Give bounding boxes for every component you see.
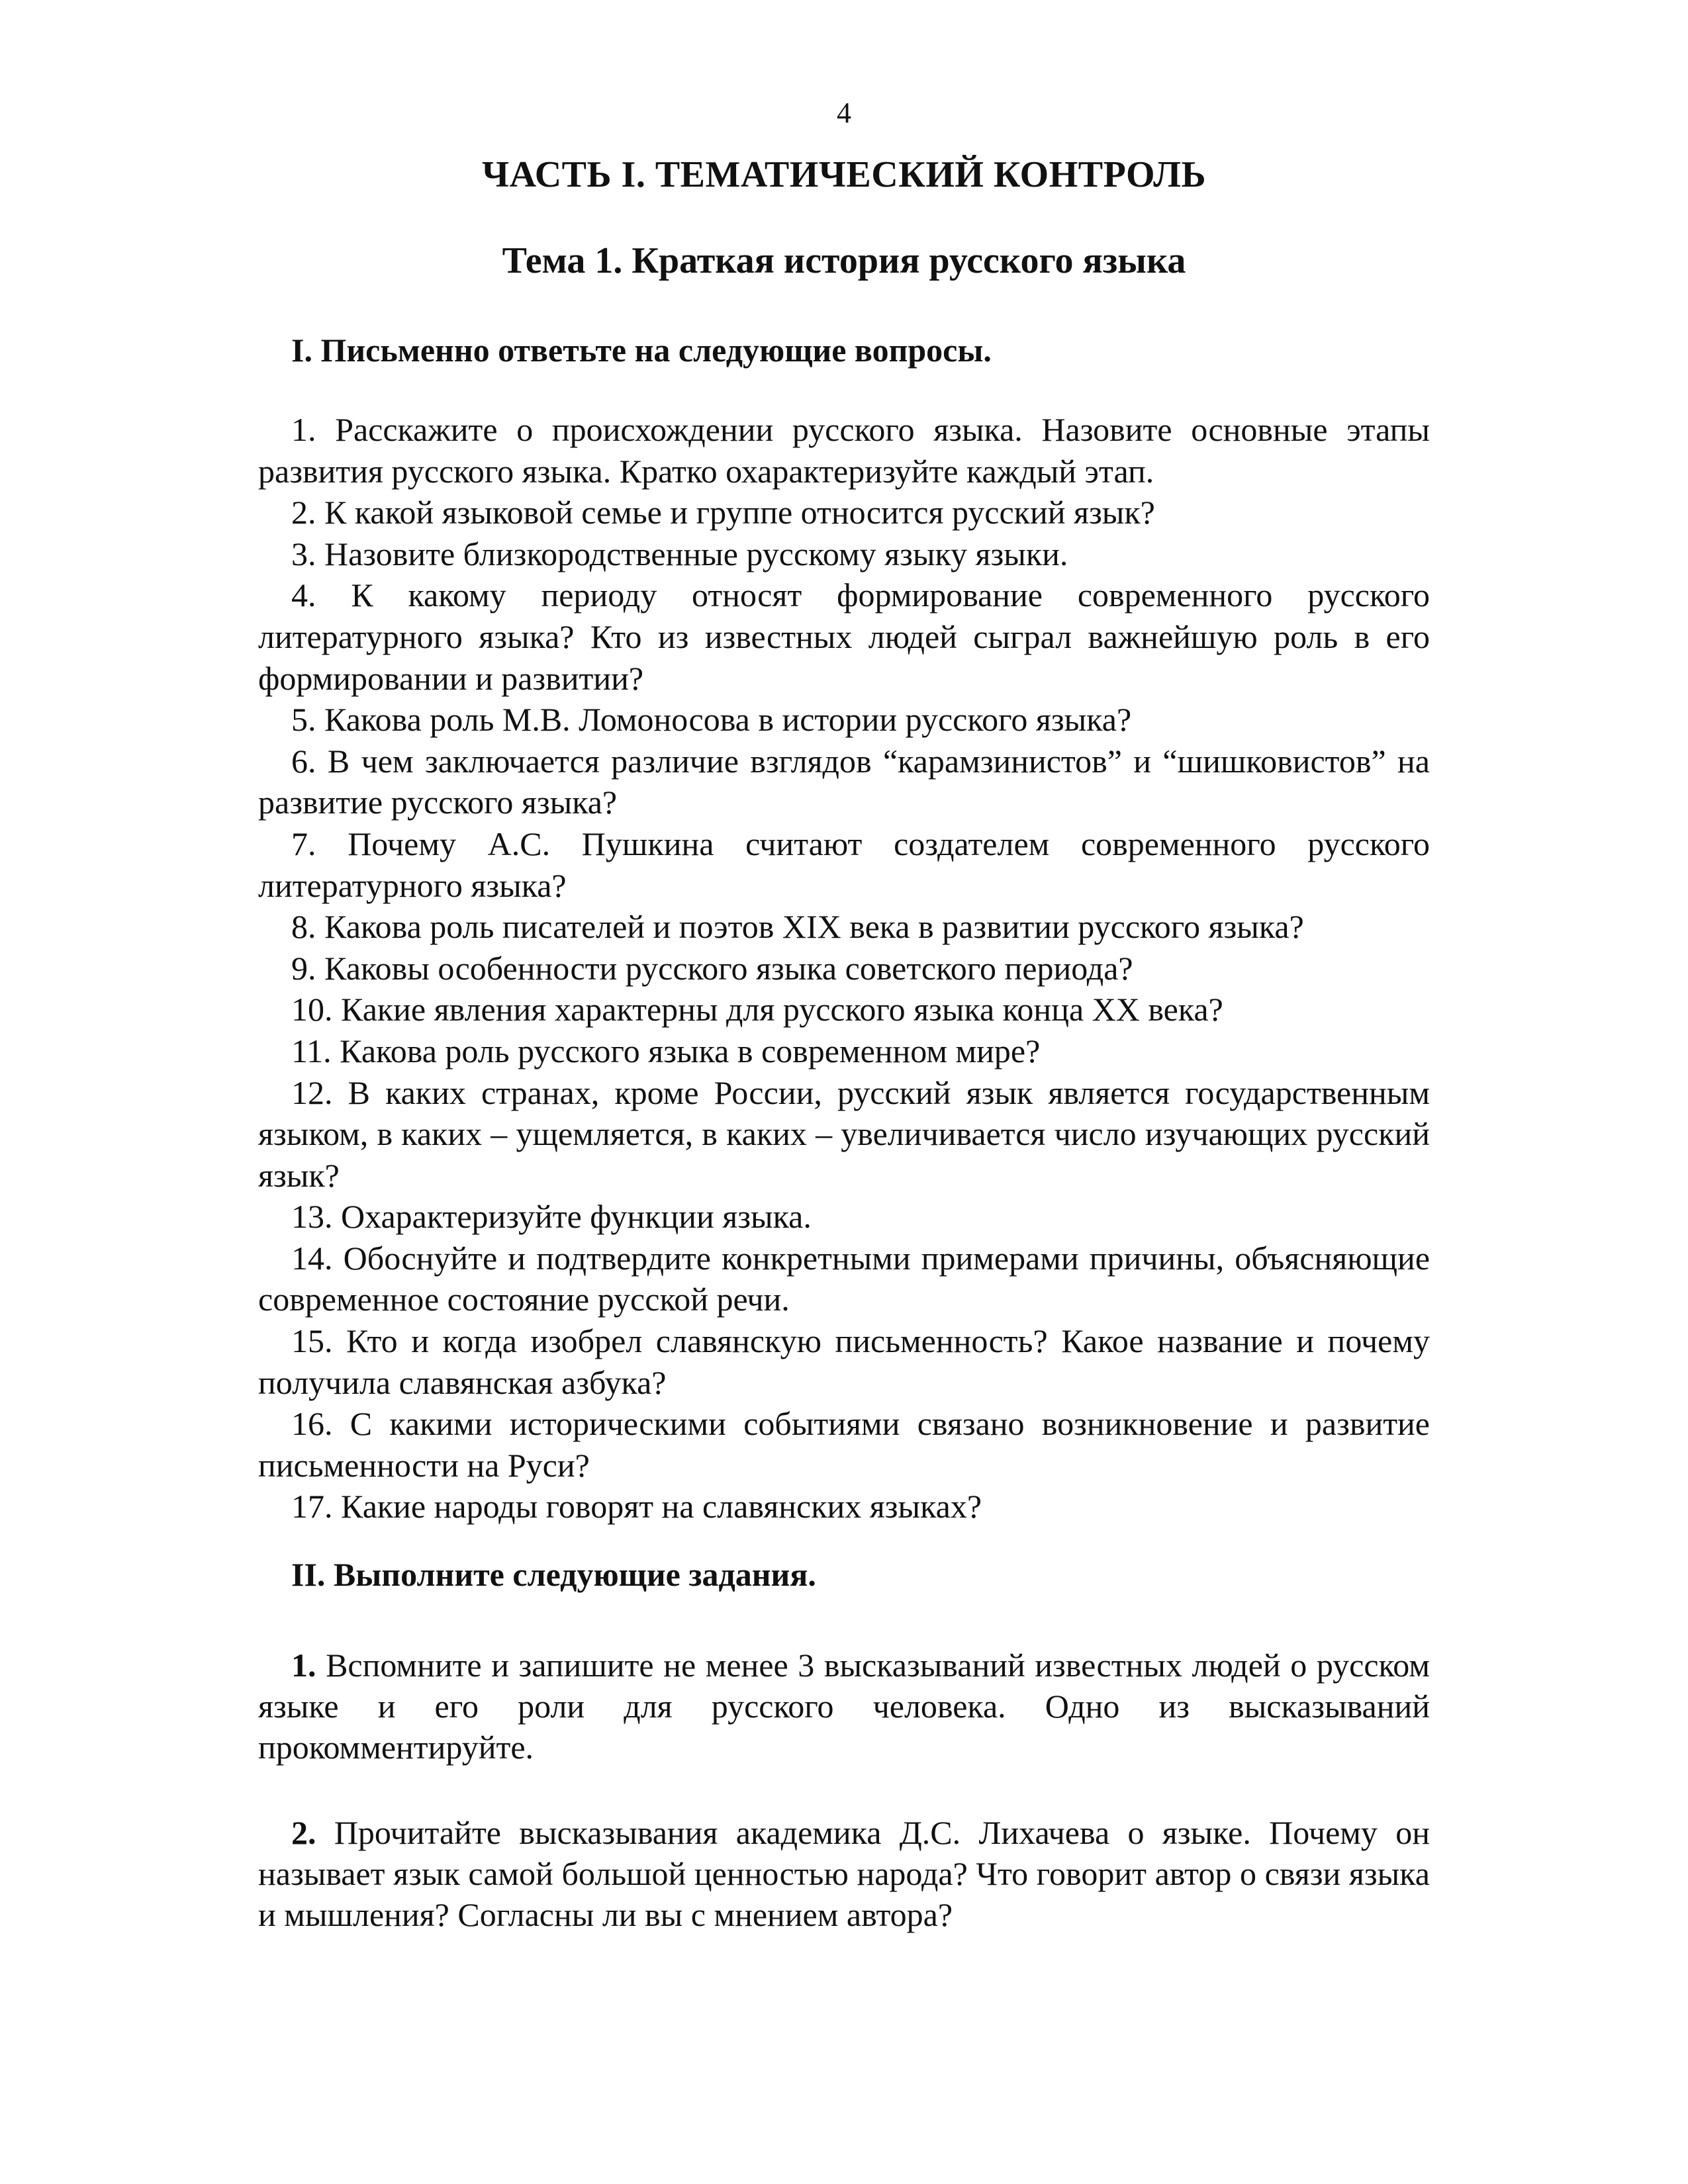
question-item [258,492,1430,533]
question-item [258,1072,1430,1197]
task-number: 2. [291,1814,316,1851]
question-text: С какими историческими событиями связано возникновение и развитие письменности на Руси? [258,1405,1430,1484]
task-text: Вспомните и запишите не менее 3 высказываний известных людей о русском языке и его роли для русского человека. Одно из высказываний прокомментируйте. [258,1647,1430,1766]
question-item [258,1486,1430,1527]
task-item [258,1645,1430,1768]
question-text: Назовите близкородственные русскому языку языки. [324,535,1068,572]
question-item [258,823,1430,906]
topic-title: Тема 1. Краткая история русского языка [502,240,1186,281]
question-number: 4. [291,576,316,614]
question-text: Какие народы говорят на славянских языках? [341,1488,982,1525]
question-number: 1. [291,411,316,448]
question-item [258,741,1430,823]
question-number: 15. [291,1322,333,1360]
question-item [258,409,1430,492]
part-title: ЧАСТЬ I. ТЕМАТИЧЕСКИЙ КОНТРОЛЬ [481,154,1207,195]
question-number: 14. [291,1239,333,1277]
section-1-heading: I. Письменно ответьте на следующие вопросы. [291,332,992,369]
question-text: Кто и когда изобрел славянскую письменность? Какое название и почему получила славянская азбука? [258,1322,1430,1401]
question-text: Каковы особенности русского языка советского периода? [324,949,1133,987]
question-text: Обоснуйте и подтвердите конкретными примерами причины, объясняющие современное состояние русской речи. [258,1239,1430,1318]
question-number: 16. [291,1405,333,1443]
question-item [258,533,1430,575]
question-item [258,1030,1430,1072]
task-number: 1. [291,1647,316,1684]
question-number: 6. [291,742,316,780]
question-number: 2. [291,494,316,531]
question-number: 11. [291,1032,332,1069]
question-item [258,989,1430,1030]
question-number: 10. [291,991,333,1028]
question-number: 9. [291,949,316,987]
question-item [258,574,1430,699]
questions-list [258,409,1430,1527]
question-number: 5. [291,701,316,739]
question-text: В каких странах, кроме России, русский язык является государственным языком, в каких – ущемляется, в каких – увеличивается число изучающих русский язык? [258,1073,1430,1194]
question-text: Какова роль писателей и поэтов XIX века в развитии русского языка? [324,908,1304,946]
section-2-heading: II. Выполните следующие задания. [291,1556,816,1593]
question-item [258,1238,1430,1320]
question-text: Охарактеризуйте функции языка. [341,1198,812,1236]
question-text: Почему А.С. Пушкина считают создателем современного русского литературного языка? [258,825,1430,904]
question-number: 12. [291,1073,333,1111]
question-text: В чем заключается различие взглядов “карамзинистов” и “шишковистов” на развитие русского языка? [258,742,1430,821]
page-number: 4 [837,97,851,129]
question-text: Какова роль М.В. Ломоносова в истории русского языка? [324,701,1132,739]
task-item [258,1812,1430,1935]
question-item [258,948,1430,989]
question-number: 13. [291,1198,333,1236]
question-text: Какова роль русского языка в современном мире? [340,1032,1041,1069]
question-number: 7. [291,825,316,862]
question-text: Какие явления характерны для русского языка конца XX века? [341,991,1223,1028]
question-number: 3. [291,535,316,572]
question-item [258,1403,1430,1486]
question-item [258,906,1430,948]
question-item [258,1320,1430,1403]
question-item [258,1196,1430,1238]
question-text: Расскажите о происхождении русского языка. Назовите основные этапы развития русского языка. Кратко охарактеризуйте каждый этап. [258,411,1430,490]
task-text: Прочитайте высказывания академика Д.С. Лихачева о языке. Почему он называет язык самой большой ценностью народа? Что говорит автор о связи языка и мышления? Согласны ли вы с мнением автора? [258,1814,1430,1933]
question-number: 17. [291,1488,333,1525]
question-text: К какому периоду относят формирование современного русского литературного языка? Кто из известных людей сыграл важнейшую роль в его формировании и развитии? [258,576,1430,697]
question-number: 8. [291,908,316,946]
question-text: К какой языковой семье и группе относится русский язык? [324,494,1155,531]
question-item [258,699,1430,741]
